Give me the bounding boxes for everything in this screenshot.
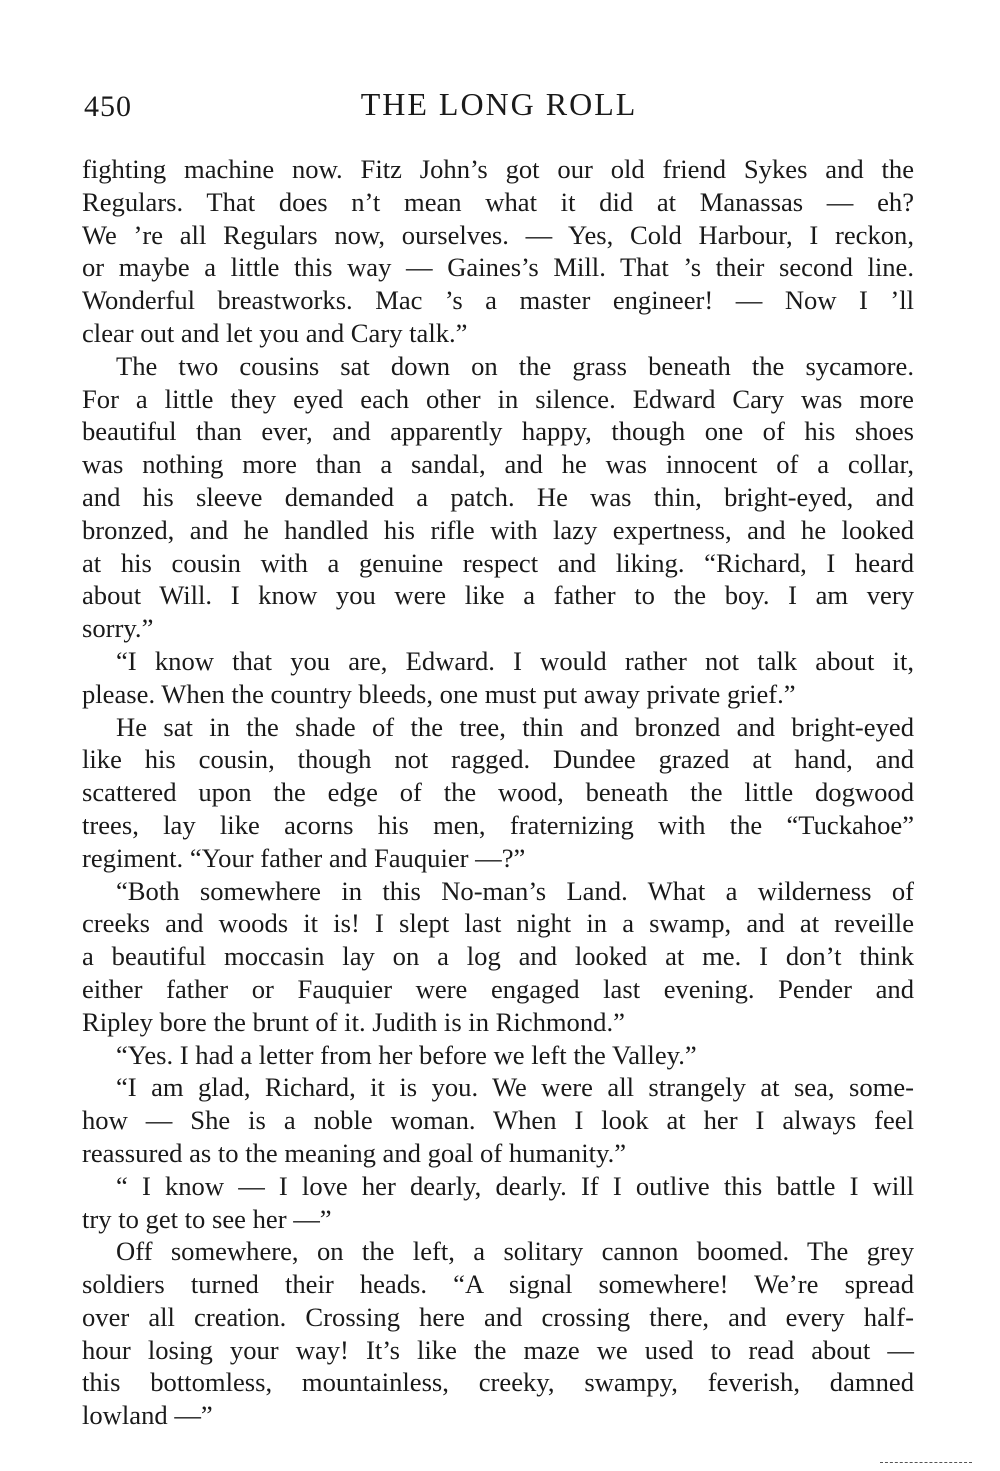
body-text bbox=[82, 153, 914, 1432]
text-line: We ’re all Regulars now, ourselves. — Yes, Cold Harbour, I reckon, bbox=[82, 219, 914, 250]
text-line: beautiful than ever, and apparently happy, though one of his shoes bbox=[82, 416, 914, 447]
text-line: and his sleeve demanded a patch. He was thin, bright-eyed, and bbox=[82, 481, 914, 512]
text-line: how — She is a noble woman. When I look at her I always feel bbox=[82, 1105, 914, 1136]
text-line: For a little they eyed each other in silence. Edward Cary was more bbox=[82, 383, 914, 414]
text-line: fighting machine now. Fitz John’s got our old friend Sykes and the bbox=[82, 154, 914, 184]
text-line: scattered upon the edge of the wood, beneath the little dogwood bbox=[82, 777, 914, 808]
text-line: trees, lay like acorns his men, fraternizing with the “Tuckahoe” bbox=[82, 809, 914, 840]
text-line: sorry.” bbox=[82, 613, 154, 644]
text-line: “ I know — I love her dearly, dearly. If I outlive this battle I will bbox=[116, 1170, 914, 1201]
text-line: creeks and woods it is! I slept last night in a swamp, and at reveille bbox=[82, 908, 914, 939]
text-line: Wonderful breastworks. Mac ’s a master engineer! — Now I ’ll bbox=[82, 285, 914, 316]
text-line: over all creation. Crossing here and crossing there, and every half- bbox=[82, 1301, 914, 1332]
text-line: was nothing more than a sandal, and he was innocent of a collar, bbox=[82, 449, 914, 480]
text-line: The two cousins sat down on the grass beneath the sycamore. bbox=[116, 350, 914, 381]
text-line: “Yes. I had a letter from her before we left the Valley.” bbox=[116, 1039, 697, 1070]
text-line: “Both somewhere in this No-man’s Land. What a wilderness of bbox=[116, 875, 914, 906]
text-line: regiment. “Your father and Fauquier —?” bbox=[82, 842, 526, 873]
page-number: 450 bbox=[84, 90, 132, 123]
text-line: Ripley bore the brunt of it. Judith is in Richmond.” bbox=[82, 1006, 625, 1037]
text-line: soldiers turned their heads. “A signal somewhere! We’re spread bbox=[82, 1269, 914, 1300]
text-line: please. When the country bleeds, one must put away private grief.” bbox=[82, 678, 796, 709]
text-line: either father or Fauquier were engaged last evening. Pender and bbox=[82, 973, 914, 1004]
text-line: this bottomless, mountainless, creeky, swampy, feverish, damned bbox=[82, 1367, 914, 1398]
text-line: reassured as to the meaning and goal of humanity.” bbox=[82, 1137, 627, 1168]
text-line: “I am glad, Richard, it is you. We were all strangely at sea, some- bbox=[116, 1072, 914, 1103]
text-line: try to get to see her —” bbox=[82, 1203, 332, 1234]
text-line: bronzed, and he handled his rifle with lazy expertness, and he looked bbox=[82, 514, 914, 545]
text-line: a beautiful moccasin lay on a log and looked at me. I don’t think bbox=[82, 941, 914, 972]
text-line: hour losing your way! It’s like the maze we used to read about — bbox=[82, 1334, 914, 1365]
text-line: clear out and let you and Cary talk.” bbox=[82, 317, 468, 348]
text-line: Regulars. That does n’t mean what it did at Manassas — eh? bbox=[82, 186, 914, 217]
footer-rule bbox=[880, 1462, 972, 1463]
book-title: THE LONG ROLL bbox=[360, 86, 638, 122]
text-line: He sat in the shade of the tree, thin and bronzed and bright-eyed bbox=[116, 711, 914, 742]
text-line: Off somewhere, on the left, a solitary cannon boomed. The grey bbox=[116, 1236, 914, 1267]
text-line: about Will. I know you were like a father to the boy. I am very bbox=[82, 580, 914, 611]
text-line: at his cousin with a genuine respect and liking. “Richard, I heard bbox=[82, 547, 914, 578]
text-line: lowland —” bbox=[82, 1400, 213, 1431]
running-head bbox=[82, 86, 914, 126]
text-line: like his cousin, though not ragged. Dundee grazed at hand, and bbox=[82, 744, 914, 775]
text-line: or maybe a little this way — Gaines’s Mill. That ’s their second line. bbox=[82, 252, 914, 283]
text-line: “I know that you are, Edward. I would rather not talk about it, bbox=[116, 645, 914, 676]
